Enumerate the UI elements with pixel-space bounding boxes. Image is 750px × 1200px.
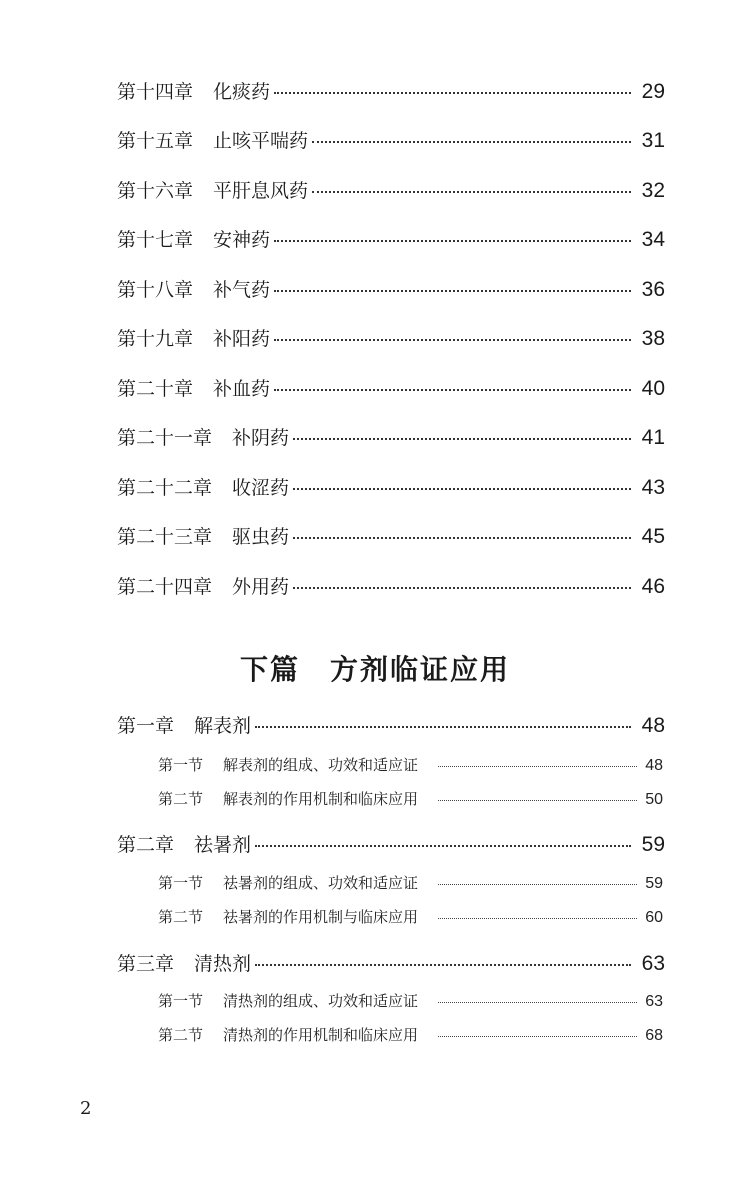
toc-entry-chapter-17[interactable]: [117, 229, 665, 250]
page-number: 36: [641, 278, 665, 301]
dot-leader: [438, 1036, 637, 1037]
toc-entry-chapter-15[interactable]: [117, 130, 665, 151]
section-title: 清热剂的作用机制和临床应用: [223, 1026, 419, 1044]
page-number: 29: [641, 80, 665, 103]
chapter-title: 补血药: [213, 378, 271, 400]
page-number: 45: [641, 525, 665, 548]
dot-leader: [274, 389, 631, 391]
page-number: 43: [641, 476, 665, 499]
dot-leader: [255, 964, 631, 966]
chapter-title: 止咳平喘药: [213, 130, 309, 152]
toc-entry-section[interactable]: [158, 1028, 663, 1044]
dot-leader: [293, 488, 631, 490]
dot-leader: [438, 884, 637, 885]
section-number: 第一节: [158, 874, 204, 892]
dot-leader: [438, 766, 637, 767]
toc-entry-chapter-16[interactable]: [117, 180, 665, 201]
chapter-number: 第二章: [117, 834, 175, 856]
page-number: 48: [645, 757, 663, 774]
toc-entry-lower-chapter-2[interactable]: [117, 834, 665, 855]
chapter-number: 第二十二章: [117, 477, 213, 499]
page-folio: 2: [80, 1098, 92, 1119]
chapter-number: 第十七章: [117, 229, 194, 251]
dot-leader: [438, 1002, 637, 1003]
section-number: 第一节: [158, 756, 204, 774]
page-number: 68: [645, 1027, 663, 1044]
page-number: 59: [641, 833, 665, 856]
page-number: 59: [645, 875, 663, 892]
page-number: 34: [641, 228, 665, 251]
chapter-number: 第二十一章: [117, 427, 213, 449]
part-title: 方剂临证应用: [330, 653, 511, 686]
chapter-title: 补气药: [213, 279, 271, 301]
chapter-title: 补阳药: [213, 328, 271, 350]
chapter-title: 补阴药: [232, 427, 290, 449]
section-title: 祛暑剂的组成、功效和适应证: [223, 874, 419, 892]
part-label: 下篇: [239, 653, 300, 686]
chapter-title: 平肝息风药: [213, 180, 309, 202]
chapter-number: 第十四章: [117, 81, 194, 103]
page-number: 60: [645, 909, 663, 926]
toc-entry-chapter-18[interactable]: [117, 279, 665, 300]
toc-entry-chapter-20[interactable]: [117, 378, 665, 399]
dot-leader: [438, 918, 637, 919]
chapter-title: 收涩药: [232, 477, 290, 499]
dot-leader: [312, 141, 631, 143]
chapter-number: 第二十章: [117, 378, 194, 400]
chapter-number: 第二十四章: [117, 576, 213, 598]
section-number: 第二节: [158, 1026, 204, 1044]
toc-entry-section[interactable]: [158, 758, 663, 774]
page-number: 31: [641, 129, 665, 152]
page-number: 48: [641, 714, 665, 737]
section-title: 解表剂的组成、功效和适应证: [223, 756, 419, 774]
page-number: 50: [645, 791, 663, 808]
section-title: 解表剂的作用机制和临床应用: [223, 790, 419, 808]
dot-leader: [312, 191, 631, 193]
chapter-title: 化痰药: [213, 81, 271, 103]
part-heading: [0, 648, 750, 688]
chapter-title: 驱虫药: [232, 526, 290, 548]
toc-entry-lower-chapter-1[interactable]: [117, 715, 665, 736]
section-title: 祛暑剂的作用机制与临床应用: [223, 908, 419, 926]
toc-entry-chapter-24[interactable]: [117, 576, 665, 597]
dot-leader: [293, 537, 631, 539]
dot-leader: [274, 290, 631, 292]
page-number: 40: [641, 377, 665, 400]
page-number: 38: [641, 327, 665, 350]
toc-entry-chapter-22[interactable]: [117, 477, 665, 498]
page-number: 63: [641, 952, 665, 975]
section-number: 第二节: [158, 790, 204, 808]
page-number: 32: [641, 179, 665, 202]
section-number: 第二节: [158, 908, 204, 926]
toc-entry-chapter-23[interactable]: [117, 526, 665, 547]
chapter-number: 第十五章: [117, 130, 194, 152]
toc-entry-chapter-19[interactable]: [117, 328, 665, 349]
dot-leader: [293, 438, 631, 440]
chapter-number: 第二十三章: [117, 526, 213, 548]
dot-leader: [438, 800, 637, 801]
chapter-title: 安神药: [213, 229, 271, 251]
chapter-number: 第十八章: [117, 279, 194, 301]
chapter-number: 第十九章: [117, 328, 194, 350]
dot-leader: [255, 845, 631, 847]
dot-leader: [255, 726, 631, 728]
page-number: 63: [645, 993, 663, 1010]
chapter-title: 外用药: [232, 576, 290, 598]
section-number: 第一节: [158, 992, 204, 1010]
chapter-title: 清热剂: [194, 953, 252, 975]
toc-entry-section[interactable]: [158, 994, 663, 1010]
chapter-number: 第十六章: [117, 180, 194, 202]
page-number: 46: [641, 575, 665, 598]
chapter-title: 祛暑剂: [194, 834, 252, 856]
dot-leader: [293, 587, 631, 589]
dot-leader: [274, 92, 631, 94]
toc-entry-chapter-21[interactable]: [117, 427, 665, 448]
toc-entry-lower-chapter-3[interactable]: [117, 953, 665, 974]
chapter-number: 第一章: [117, 715, 175, 737]
section-title: 清热剂的组成、功效和适应证: [223, 992, 419, 1010]
toc-entry-section[interactable]: [158, 910, 663, 926]
page-number: 41: [641, 426, 665, 449]
toc-entry-section[interactable]: [158, 792, 663, 808]
toc-entry-section[interactable]: [158, 876, 663, 892]
toc-entry-chapter-14[interactable]: [117, 81, 665, 102]
dot-leader: [274, 339, 631, 341]
chapter-title: 解表剂: [194, 715, 252, 737]
chapter-number: 第三章: [117, 953, 175, 975]
dot-leader: [274, 240, 631, 242]
